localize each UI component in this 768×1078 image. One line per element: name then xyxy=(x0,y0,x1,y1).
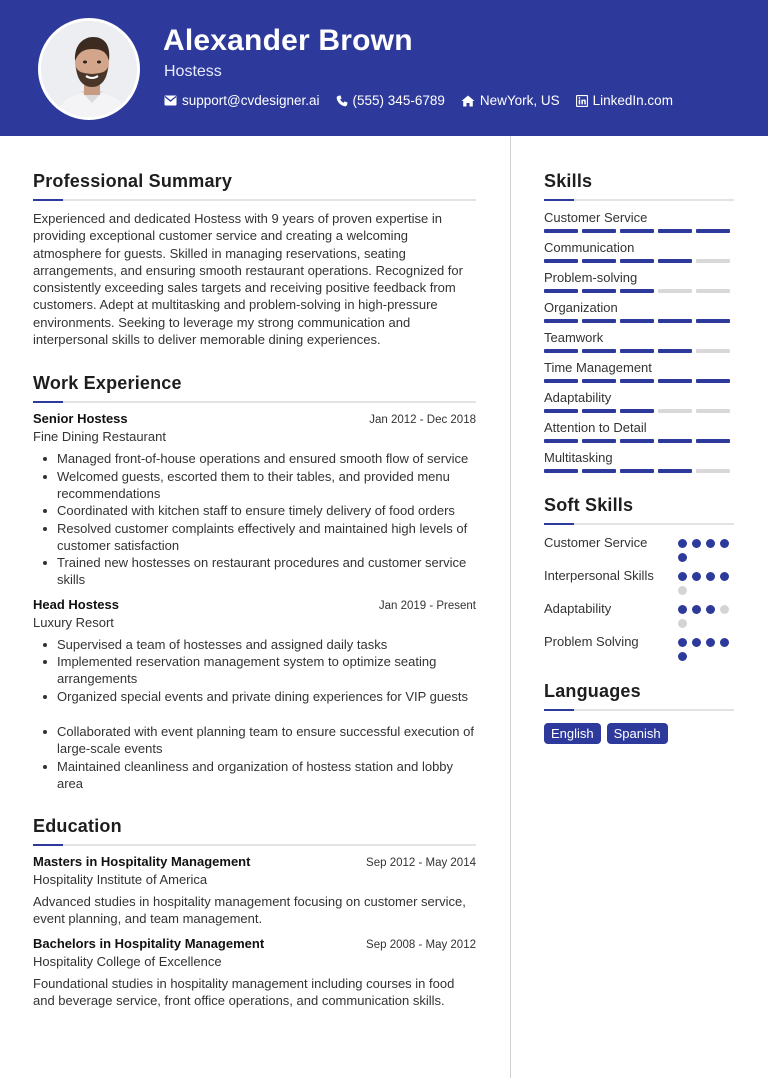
phone-icon xyxy=(336,95,348,107)
language-badge: Spanish xyxy=(607,723,668,744)
skill-level-bar xyxy=(544,349,734,353)
job-role: Head Hostess xyxy=(33,596,119,612)
job-org: Fine Dining Restaurant xyxy=(33,429,166,445)
skill-name: Organization xyxy=(544,300,618,315)
envelope-icon xyxy=(164,95,177,106)
skill-level-segment xyxy=(658,259,692,263)
skill-level-segment xyxy=(658,289,692,293)
soft-skill-name: Problem Solving xyxy=(544,634,639,649)
skills-heading: Skills xyxy=(544,171,593,191)
skill-item xyxy=(544,300,734,323)
skill-level-segment xyxy=(658,229,692,233)
skill-name: Customer Service xyxy=(544,210,648,225)
experience-section xyxy=(33,373,476,792)
education-description: Foundational studies in hospitality management including courses in food and beverage service, front office operations, and communication skills. xyxy=(33,975,455,1009)
list-item: Collaborated with event planning team to ensure successful execution of large-scale events xyxy=(33,723,476,758)
skill-level-segment xyxy=(620,259,654,263)
skill-item xyxy=(544,270,734,293)
avatar xyxy=(38,18,140,120)
languages-list xyxy=(544,723,734,744)
rating-dot xyxy=(706,539,715,548)
section-rule xyxy=(544,709,734,711)
job-dates: Jan 2019 - Present xyxy=(378,599,476,612)
skill-level-segment xyxy=(696,439,730,443)
skill-name: Adaptability xyxy=(544,390,612,405)
skill-item xyxy=(544,240,734,263)
degree: Bachelors in Hospitality Management xyxy=(33,935,265,951)
skill-level-bar xyxy=(544,229,734,233)
skill-item xyxy=(544,210,734,233)
rating-dot xyxy=(692,572,701,581)
rating-dot xyxy=(678,553,687,562)
contact-phone-text: (555) 345-6789 xyxy=(352,93,445,108)
job-org: Luxury Resort xyxy=(33,614,114,630)
rating-dot xyxy=(678,638,687,647)
skill-level-segment xyxy=(658,469,692,473)
skill-item xyxy=(544,330,734,353)
skill-level-segment xyxy=(582,349,616,353)
contact-row xyxy=(164,93,673,108)
contact-linkedin[interactable] xyxy=(576,93,673,108)
skill-level-bar xyxy=(544,379,734,383)
skill-level-segment xyxy=(582,409,616,413)
skill-level-segment xyxy=(620,469,654,473)
skill-level-bar xyxy=(544,439,734,443)
skill-level-segment xyxy=(658,439,692,443)
rating-dot xyxy=(678,652,687,661)
skill-level-segment xyxy=(620,319,654,323)
skill-name: Teamwork xyxy=(544,330,604,345)
skill-level-segment xyxy=(620,379,654,383)
list-item: Implemented reservation management system to optimize seating arrangements xyxy=(33,653,476,688)
skills-section xyxy=(544,171,734,473)
column-divider xyxy=(510,136,511,1078)
school: Hospitality Institute of America xyxy=(33,872,208,888)
job-entry xyxy=(33,597,476,792)
summary-section xyxy=(33,171,476,348)
contact-location-text: NewYork, US xyxy=(479,93,560,108)
soft-skills-section xyxy=(544,495,734,661)
rating-dot xyxy=(678,572,687,581)
skill-level-segment xyxy=(582,469,616,473)
candidate-title: Hostess xyxy=(164,63,222,80)
skill-item xyxy=(544,390,734,413)
skill-level-segment xyxy=(544,469,578,473)
skill-name: Attention to Detail xyxy=(544,420,647,435)
skill-level-segment xyxy=(696,469,730,473)
education-dates: Sep 2012 - May 2014 xyxy=(366,857,476,870)
contact-linkedin-text: LinkedIn.com xyxy=(592,93,673,108)
degree: Masters in Hospitality Management xyxy=(33,854,251,870)
skill-level-segment xyxy=(696,289,730,293)
education-section xyxy=(33,816,476,1009)
education-heading: Education xyxy=(33,816,122,837)
soft-skills-heading: Soft Skills xyxy=(544,495,634,515)
languages-heading: Languages xyxy=(544,681,641,701)
job-bullets xyxy=(33,636,476,792)
skill-level-segment xyxy=(620,349,654,353)
section-rule xyxy=(544,199,734,201)
skill-level-segment xyxy=(658,379,692,383)
soft-skill-name: Customer Service xyxy=(544,535,648,550)
skill-level-segment xyxy=(658,319,692,323)
skill-level-segment xyxy=(544,409,578,413)
skill-level-segment xyxy=(582,439,616,443)
skill-level-segment xyxy=(544,439,578,443)
soft-skill-rating xyxy=(678,534,734,562)
soft-skill-name: Interpersonal Skills xyxy=(544,568,654,583)
skill-level-bar xyxy=(544,319,734,323)
list-item: Welcomed guests, escorted them to their tables, and provided menu recommendations xyxy=(33,468,476,503)
rating-dot xyxy=(678,586,687,595)
job-entry xyxy=(33,411,476,588)
skill-level-segment xyxy=(620,439,654,443)
rating-dot xyxy=(692,539,701,548)
list-item: Resolved customer complaints effectively and maintained high levels of customer satisfaction xyxy=(33,520,476,555)
skill-level-bar xyxy=(544,259,734,263)
education-dates: Sep 2008 - May 2012 xyxy=(366,938,476,951)
rating-dot xyxy=(678,539,687,548)
skill-level-segment xyxy=(696,409,730,413)
rating-dot xyxy=(706,638,715,647)
soft-skill-item xyxy=(544,534,734,562)
section-rule xyxy=(33,199,476,201)
job-role: Senior Hostess xyxy=(33,411,128,427)
skill-level-segment xyxy=(582,289,616,293)
skill-level-segment xyxy=(544,379,578,383)
skill-level-bar xyxy=(544,289,734,293)
skill-name: Communication xyxy=(544,240,635,255)
skill-level-segment xyxy=(696,229,730,233)
skill-name: Multitasking xyxy=(544,450,613,465)
job-bullets xyxy=(33,450,476,588)
skill-item xyxy=(544,360,734,383)
skill-level-segment xyxy=(544,349,578,353)
main-column xyxy=(33,136,476,1009)
skill-name: Problem-solving xyxy=(544,270,638,285)
skill-level-segment xyxy=(544,289,578,293)
header-banner xyxy=(0,0,768,136)
list-item: Supervised a team of hostesses and assigned daily tasks xyxy=(33,636,476,653)
skill-level-segment xyxy=(582,319,616,323)
skill-item xyxy=(544,450,734,473)
soft-skill-item xyxy=(544,600,734,628)
rating-dot xyxy=(692,605,701,614)
education-entry xyxy=(33,854,476,928)
skill-level-segment xyxy=(696,259,730,263)
soft-skills-list xyxy=(544,534,734,661)
summary-heading: Professional Summary xyxy=(33,171,233,191)
summary-text: Experienced and dedicated Hostess with 9 years of proven expertise in providing exceptional customer service and creating a welcoming atmosphere for guests. Skilled in managing reservations, seating arrangements, and ensuring smooth restaurant operations. Recognized for consistently exceeding sales targets and receiving positive feedback from customers. Adept at multitasking and problem-solving in high-pressure environments. Seeking to leverage my strong communication and interpersonal skills to deliver memorable dining experiences. xyxy=(33,211,463,348)
rating-dot xyxy=(678,605,687,614)
language-badge: English xyxy=(544,723,601,744)
skill-level-segment xyxy=(582,379,616,383)
candidate-name: Alexander Brown xyxy=(163,24,413,57)
skill-level-segment xyxy=(582,229,616,233)
soft-skill-rating xyxy=(678,633,734,661)
skill-level-bar xyxy=(544,409,734,413)
experience-heading: Work Experience xyxy=(33,373,182,394)
skill-level-bar xyxy=(544,469,734,473)
skill-level-segment xyxy=(620,409,654,413)
skill-level-segment xyxy=(620,289,654,293)
skills-list xyxy=(544,210,734,473)
skill-item xyxy=(544,420,734,443)
section-rule xyxy=(33,401,476,403)
rating-dot xyxy=(692,638,701,647)
skill-level-segment xyxy=(544,259,578,263)
soft-skill-item xyxy=(544,633,734,661)
skill-level-segment xyxy=(696,319,730,323)
skill-level-segment xyxy=(544,319,578,323)
list-item: Coordinated with kitchen staff to ensure timely delivery of food orders xyxy=(33,502,476,519)
rating-dot xyxy=(706,605,715,614)
linkedin-icon xyxy=(576,95,588,107)
rating-dot xyxy=(720,539,729,548)
school: Hospitality College of Excellence xyxy=(33,953,222,969)
side-column xyxy=(544,136,734,744)
rating-dot xyxy=(720,605,729,614)
education-entry xyxy=(33,936,476,1010)
list-item: Managed front-of-house operations and ensured smooth flow of service xyxy=(33,450,476,467)
skill-level-segment xyxy=(620,229,654,233)
home-icon xyxy=(461,95,475,107)
rating-dot xyxy=(706,572,715,581)
soft-skill-name: Adaptability xyxy=(544,601,612,616)
soft-skill-rating xyxy=(678,600,734,628)
list-item: Maintained cleanliness and organization of hostess station and lobby area xyxy=(33,758,476,793)
rating-dot xyxy=(678,619,687,628)
soft-skill-item xyxy=(544,567,734,595)
contact-email[interactable] xyxy=(164,93,320,108)
rating-dot xyxy=(720,572,729,581)
skill-level-segment xyxy=(582,259,616,263)
section-rule xyxy=(33,844,476,846)
languages-section xyxy=(544,681,734,744)
skill-name: Time Management xyxy=(544,360,652,375)
contact-location xyxy=(461,93,560,108)
skill-level-segment xyxy=(658,349,692,353)
list-item: Trained new hostesses on restaurant procedures and customer service skills xyxy=(33,554,476,589)
contact-phone[interactable] xyxy=(336,93,445,108)
rating-dot xyxy=(720,638,729,647)
section-rule xyxy=(544,523,734,525)
education-description: Advanced studies in hospitality management focusing on customer service, event planning, and team management. xyxy=(33,894,466,927)
skill-level-segment xyxy=(658,409,692,413)
skill-level-segment xyxy=(696,349,730,353)
job-dates: Jan 2012 - Dec 2018 xyxy=(369,414,476,427)
list-item: Organized special events and private dining experiences for VIP guests xyxy=(33,688,476,705)
soft-skill-rating xyxy=(678,567,734,595)
skill-level-segment xyxy=(544,229,578,233)
skill-level-segment xyxy=(696,379,730,383)
contact-email-text: support@cvdesigner.ai xyxy=(182,93,320,108)
